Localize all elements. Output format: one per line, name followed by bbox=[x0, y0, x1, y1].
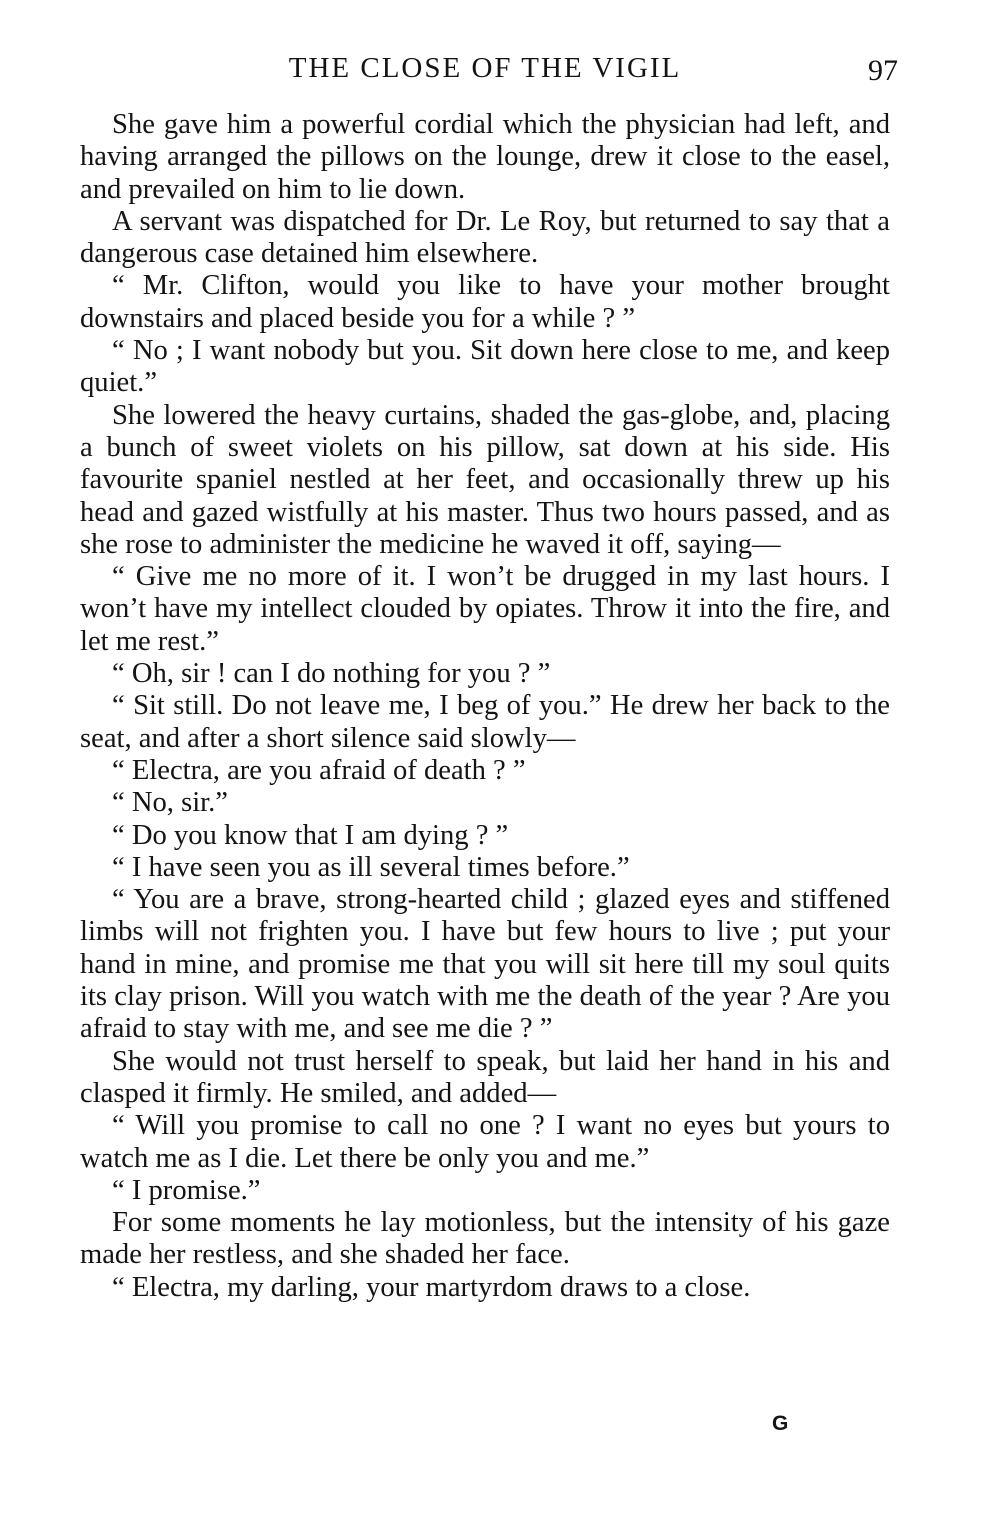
paragraph-13: “ You are a brave, strong-hearted child ; glazed eyes and stiffened limbs will not frighten you. I have but few hours to live ; put your hand in mine, and promise me that you will sit here till my soul quits its clay prison. Will you watch with me the death of the year ? Are you afraid to stay with me, and see me die ? ” bbox=[80, 884, 890, 1045]
paragraph-3: “ Mr. Clifton, would you like to have your mother brought downstairs and placed beside you for a while ? ” bbox=[80, 270, 890, 334]
paragraph-18: “ Electra, my darling, your martyrdom draws to a close. bbox=[112, 1271, 751, 1303]
signature-mark: G bbox=[772, 1412, 789, 1435]
paragraph-16: “ I promise.” bbox=[112, 1174, 261, 1206]
paragraph-1: She gave him a powerful cordial which the physician had left, and having arranged the pillows on the lounge, drew it close to the easel, and prevailed on him to lie down. bbox=[80, 109, 890, 205]
paragraph-12: “ I have seen you as ill several times before.” bbox=[112, 851, 630, 883]
paragraph-2: A servant was dispatched for Dr. Le Roy, but returned to say that a dangerous case detained him elsewhere. bbox=[80, 205, 890, 270]
paragraph-10: “ No, sir.” bbox=[112, 787, 228, 819]
paragraph-6: “ Give me no more of it. I won’t be drugged in my last hours. I won’t have my intellect clouded by opiates. Throw it into the fire, and let me rest.” bbox=[80, 561, 890, 657]
paragraph-15: “ Will you promise to call no one ? I want no eyes but yours to watch me as I die. Let there be only you and me.” bbox=[80, 1110, 890, 1174]
paragraph-17: For some moments he lay motionless, but the intensity of his gaze made her restless, and she shaded her face. bbox=[80, 1207, 890, 1271]
paragraph-4: “ No ; I want nobody but you. Sit down here close to me, and keep quiet.” bbox=[80, 335, 890, 399]
body-text bbox=[80, 109, 890, 1304]
paragraph-14: She would not trust herself to speak, but laid her hand in his and clasped it firmly. He smiled, and added— bbox=[80, 1045, 890, 1109]
running-head bbox=[80, 52, 898, 92]
paragraph-8: “ Sit still. Do not leave me, I beg of you.” He drew her back to the seat, and after a short silence said slowly— bbox=[80, 690, 890, 754]
running-title: THE CLOSE OF THE VIGIL bbox=[288, 52, 682, 84]
paragraph-7: “ Oh, sir ! can I do nothing for you ? ” bbox=[112, 658, 551, 690]
paragraph-5: She lowered the heavy curtains, shaded the gas-globe, and, placing a bunch of sweet violets on his pillow, sat down at his side. His favourite spaniel nestled at her feet, and occasionally threw up his head and gazed wistfully at his master. Thus two hours passed, and as she rose to administer the medicine he waved it off, saying— bbox=[80, 399, 890, 560]
page-number: 97 bbox=[868, 54, 898, 87]
paragraph-11: “ Do you know that I am dying ? ” bbox=[112, 819, 509, 851]
paragraph-9: “ Electra, are you afraid of death ? ” bbox=[112, 754, 526, 786]
